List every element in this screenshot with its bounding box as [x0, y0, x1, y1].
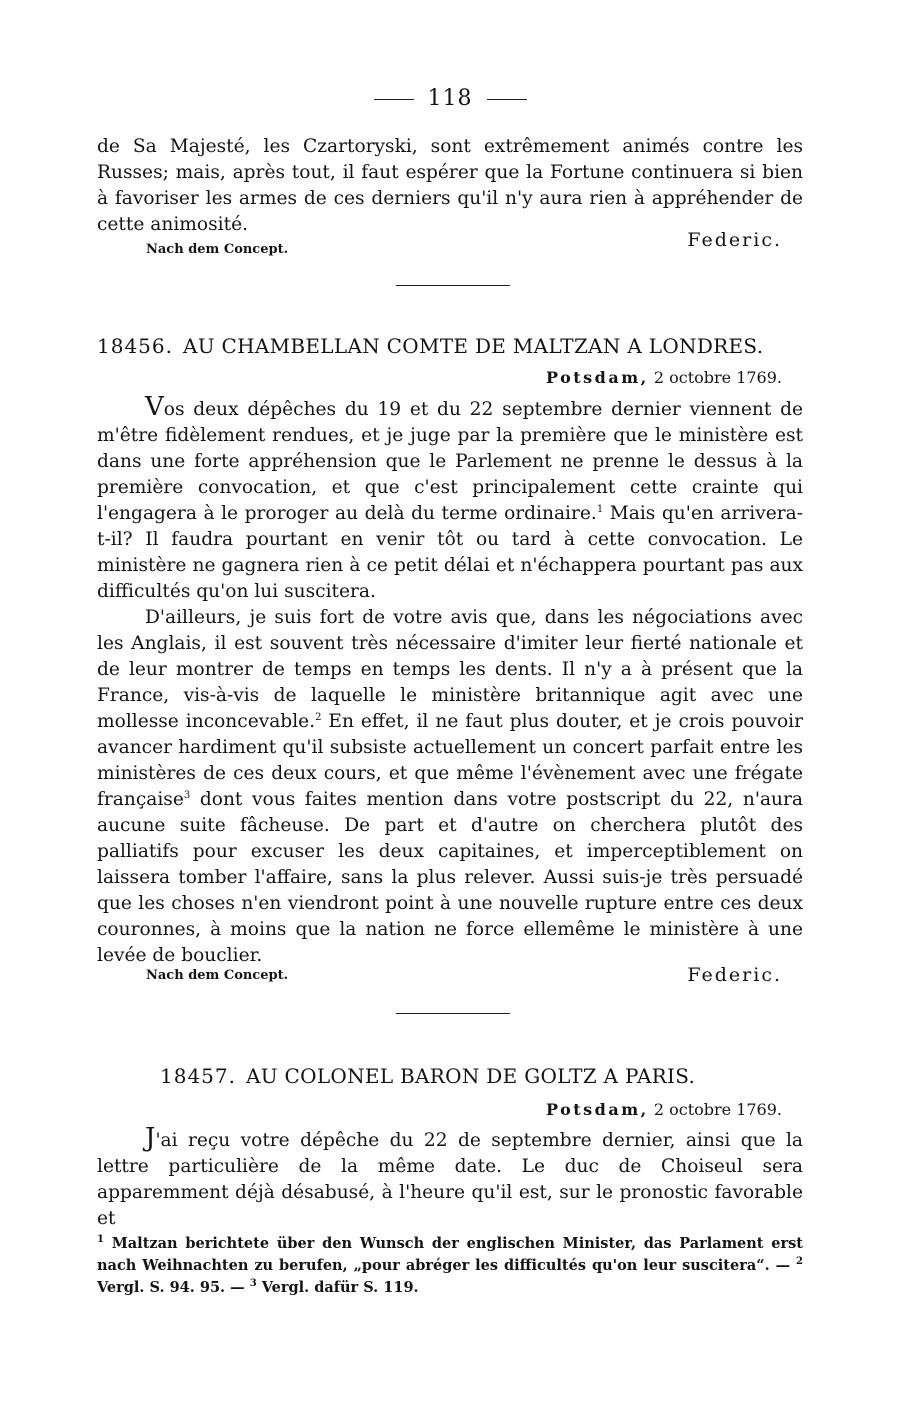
- footnote-ref-1: 1: [596, 503, 604, 515]
- footnote-separator: —: [775, 1257, 797, 1274]
- letter1-p1-rest: Mais qu'en arrivera-t-il? Il faudra pourtant en venir tôt ou tard à cette convocation. Le ministère ne gagnera rien à ce petit délai et n'échappera pourtant pas aux difficultés qu'on lui suscitera.: [97, 503, 803, 602]
- letter2-dateline: [546, 1100, 782, 1119]
- footnote-1-mark: 1: [97, 1234, 104, 1246]
- footnote-3-mark: 3: [249, 1278, 257, 1290]
- letter1-signature: Federic.: [687, 964, 782, 986]
- letter2-number: 18457.: [160, 1064, 236, 1088]
- footnote-3-text: Vergl. dafür S. 119.: [256, 1279, 419, 1296]
- page-number-text: 118: [427, 86, 473, 111]
- section-divider-1: [396, 285, 510, 286]
- continuation-paragraph: [97, 134, 803, 238]
- letter1-p2a: D'ailleurs, je suis fort de votre avis que, dans les négociations avec les Anglais, il est souvent très nécessaire d'imiter leur fierté nationale et de leur montrer de temps en temps les dents. Il n'y a à présent que la France, vis-à-vis de laquelle le ministère britannique agit avec une mollesse inconcevable.: [97, 607, 803, 732]
- letter1-dropcap: V: [145, 392, 164, 422]
- section-divider-2: [396, 1013, 510, 1014]
- letter2-date: 2 octobre 1769.: [653, 1100, 782, 1119]
- letter2-place: Potsdam,: [546, 1100, 649, 1119]
- continuation-text: de Sa Majesté, les Czartoryski, sont extrêmement animés contre les Russes; mais, après tout, il faut espérer que la Fortune continuera si bien à favoriser les armes de ces derniers qu'il n'y aura rien à appréhender de cette animosité.: [97, 136, 803, 235]
- footnote-ref-3: 3: [183, 789, 191, 801]
- letter1-dateline: [546, 368, 782, 387]
- footnote-ref-2: 2: [315, 711, 322, 723]
- continuation-signature: Federic.: [687, 229, 782, 251]
- letter2-title: AU COLONEL BARON DE GOLTZ A PARIS.: [245, 1064, 696, 1088]
- page-number: [0, 86, 900, 111]
- letter1-number: 18456.: [97, 334, 173, 358]
- page-number-rule-left: [374, 99, 414, 100]
- footnote-2-text: Vergl. S. 94. 95. —: [97, 1279, 250, 1296]
- footnote-1-text: Maltzan berichtete über den Wunsch der englischen Minister, das Parlament erst nach Weihnachten zu berufen, „pour abréger les difficultés qu'on leur suscitera“.: [97, 1235, 803, 1274]
- letter1-paragraph-1: [97, 394, 803, 605]
- letter1-source: Nach dem Concept.: [146, 968, 289, 983]
- footnote-block: [97, 1233, 803, 1299]
- letter1-p1-text: os deux dépêches du 19 et du 22 septembre dernier viennent de m'être fidèlement rendues, et je juge par la première que le ministère est dans une forte appréhension que le Parlement ne prenne le dessus à la première convocation, et que c'est principalement cette crainte qui l'engagera à le proroger au delà du terme ordinaire.: [97, 399, 803, 524]
- letter1-p2c: dont vous faites mention dans votre postscript du 22, n'aura aucune suite fâcheuse. De part et d'autre on cherchera plutôt des palliatifs pour excuser les deux capitaines, et imperceptiblement on laissera tomber l'affaire, sans la plus relever. Aussi suis-je très persuadé que les choses n'en viendront point à une nouvelle rupture entre ces deux couronnes, à moins que la nation ne force ellemême le ministère à une levée de bouclier.: [97, 789, 803, 966]
- letter2-body: [97, 1125, 803, 1232]
- letter2-p1-text: 'ai reçu votre dépêche du 22 de septembre dernier, ainsi que la lettre particulière de la même date. Le duc de Choiseul sera apparemment déjà désabusé, à l'heure qu'il est, sur le pronostic favorable et: [97, 1130, 803, 1229]
- letter2-heading: [160, 1064, 866, 1088]
- letter1-place: Potsdam,: [546, 368, 649, 387]
- continuation-source: Nach dem Concept.: [146, 242, 289, 257]
- letter1-body: [97, 394, 803, 969]
- footnote-2-mark: 2: [796, 1256, 803, 1268]
- page-number-rule-right: [487, 99, 527, 100]
- letter1-date: 2 octobre 1769.: [653, 368, 782, 387]
- footnotes: [97, 1233, 803, 1299]
- letter1-p2b: En effet, il ne faut plus douter, et je crois pouvoir avancer hardiment qu'il subsiste actuellement un concert parfait entre les ministères de ces deux cours, et que même l'évènement avec une frégate française: [97, 711, 803, 810]
- letter1-heading: [97, 334, 803, 358]
- letter2-dropcap: J: [145, 1123, 156, 1153]
- letter2-paragraph-1: [97, 1125, 803, 1232]
- letter1-paragraph-2: [97, 605, 803, 969]
- letter1-title: AU CHAMBELLAN COMTE DE MALTZAN A LONDRES.: [182, 334, 764, 358]
